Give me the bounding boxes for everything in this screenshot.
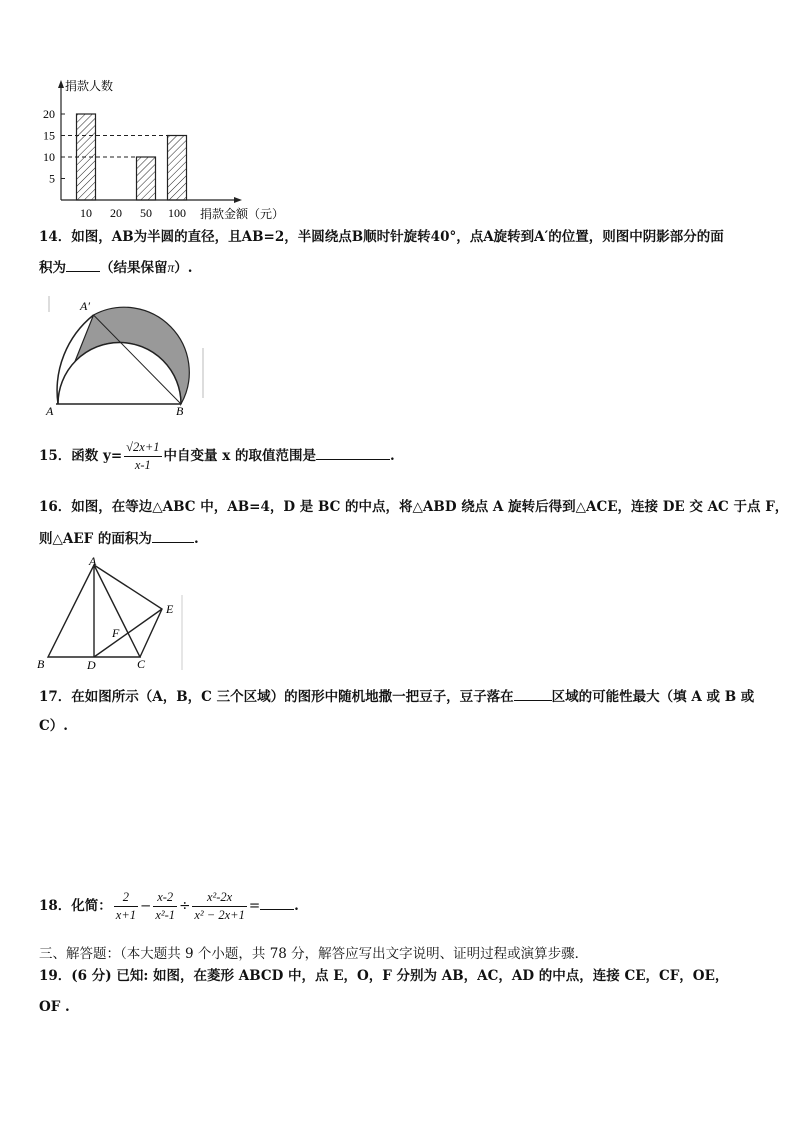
chart-y-tick-label: 20 [43,107,55,121]
q18-line [39,890,299,923]
q18-f2-den: x²-1 [155,908,176,922]
chart-x-tick-label: 100 [168,206,186,220]
q14-text-b-post: （结果保留 [100,260,168,276]
q14-label-b: B [176,404,184,418]
q14-line2 [39,259,192,276]
q17-answer-blank[interactable] [514,688,552,701]
q19-line2 [39,999,70,1015]
q19-line1 [39,968,728,984]
q15-fraction [124,440,161,473]
chart-bar [137,157,156,200]
q17-line2 [39,718,68,734]
q17-line1 [39,688,754,705]
chart-x-tick-label: 20 [110,206,122,220]
q15-line [39,440,395,473]
q16-label-f: F [112,626,120,640]
section-3-text: 三、解答题：（本大题共 9 个小题，共 78 分，解答应写出文字说明、证明过程或演算步骤． [39,946,589,962]
chart-y-tick-label: 5 [49,171,55,186]
section-3-heading [39,942,588,962]
q17-text-a: 17．在如图所示（A，B，C 三个区域）的图形中随机地撒一把豆子，豆子落在 [39,689,514,705]
q16-triangle-ace-edges [94,565,162,657]
q15-suffix: 中自变量 x 的取值范围是 [163,448,316,464]
q18-eq: = [248,898,261,914]
q14-answer-blank[interactable] [66,259,100,272]
chart-x-tick-label: 10 [80,206,92,220]
q18-f3-den: x² − 2x+1 [194,908,245,922]
q16-label-c: C [137,657,146,671]
q18-f3-num: x²-2x [192,890,246,907]
q16-segment-de [94,609,162,657]
q14-pi: π [167,260,175,275]
q19-text-b: OF . [39,999,70,1015]
q18-prefix: 18．化简： [39,898,112,914]
q16-label-a: A [89,555,97,568]
chart-y-tick-label: 15 [43,128,55,143]
q18-f2-num: x-2 [153,890,177,907]
chart-y-axis-arrow [58,80,64,88]
q16-line2 [39,530,199,547]
q18-op2: ÷ [179,898,191,914]
q19-text-a: 19．(6 分) 已知: 如图，在菱形 ABCD 中，点 E，O，F 分别为 AB，AC，AD 的中点，连接 CE，CF，OE， [39,968,729,984]
q18-fraction-1 [114,890,138,923]
q18-fraction-2 [153,890,177,923]
q15-end: . [389,448,395,464]
q15-answer-blank[interactable] [316,447,390,460]
q17-text-a-post: 区域的可能性最大（填 A 或 B 或 [551,689,755,705]
q15-denominator: x-1 [134,458,151,472]
q18-answer-blank[interactable] [260,897,294,910]
q16-label-e: E [166,602,174,616]
q14-line1 [39,229,724,245]
q16-end: . [193,531,199,547]
chart-bar [168,136,187,201]
q16-figure [32,555,192,675]
q16-text-b: 则△AEF 的面积为 [39,531,152,547]
q16-line1 [39,499,788,515]
q17-text-b: C）. [39,718,68,734]
q16-label-b: B [37,657,45,671]
q16-text-a: 16．如图，在等边△ABC 中，AB=4，D 是 BC 的中点，将△ABD 绕点 A 旋转后得到△ACE，连接 DE 交 AC 于点 F， [39,499,789,515]
q15-prefix: 15．函数 y= [39,448,123,464]
chart-x-axis-arrow [234,197,242,203]
q14-label-a-prime: A′ [80,299,90,313]
q14-figure [38,288,218,420]
q14-text-b-end: ）. [174,260,193,276]
q18-end: . [294,898,299,914]
q14-text-a: 14．如图，AB为半圆的直径，且AB=2，半圆绕点B顺时针旋转40°，点A旋转到A′的位置，则图中阴影部分的面 [39,229,724,245]
q14-text-b-pre: 积为 [39,260,66,276]
q16-label-d: D [87,658,96,672]
chart-x-axis-label: 捐款金额（元） [200,207,285,221]
q18-fraction-3 [192,890,246,923]
q18-op1: − [140,898,152,914]
q15-numerator: √2x+1 [124,440,161,457]
donation-bar-chart [30,70,310,225]
chart-x-tick-label: 50 [140,206,152,220]
q14-label-a: A [46,404,54,418]
q18-f1-num: 2 [114,890,138,907]
q18-f1-den: x+1 [115,908,137,922]
chart-y-tick-label: 10 [43,150,55,164]
q16-answer-blank[interactable] [152,530,194,543]
chart-y-axis-label: 捐款人数 [65,79,114,93]
